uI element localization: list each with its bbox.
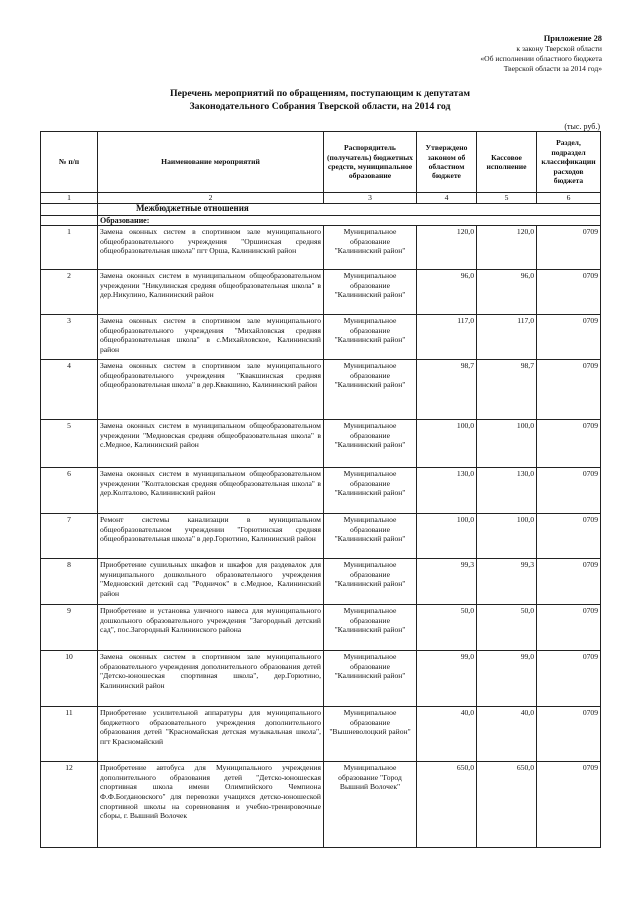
classification-code: 0709: [537, 270, 601, 315]
classification-code: 0709: [537, 514, 601, 559]
budget-recipient: Муниципальное образование "Калининский район": [324, 605, 417, 651]
row-number: 3: [41, 315, 98, 360]
measure-name: Замена оконных систем в муниципальном общеобразовательном учреждении "Колталовская средняя общеобразовательная школа" в дер.Колталово, Калининский район: [98, 468, 324, 514]
approved-amount: 120,0: [417, 226, 477, 270]
column-number: 1: [41, 193, 98, 204]
classification-code: 0709: [537, 420, 601, 468]
table-row: [41, 762, 601, 848]
executed-amount: 96,0: [477, 270, 537, 315]
classification-code: 0709: [537, 315, 601, 360]
measure-name: Приобретение и установка уличного навеса для муниципального дошкольного образовательного учреждения "Загородный детский сад", пос.Загородный Калининского района: [98, 605, 324, 651]
approved-amount: 40,0: [417, 707, 477, 762]
approved-amount: 96,0: [417, 270, 477, 315]
column-number: 3: [324, 193, 417, 204]
measure-name: Приобретение автобуса для Муниципального учреждения дополнительного образования детей "Детско-юношеская спортивная школа имени Олимпийского Чемпиона Ф.Ф.Богдановского" для перевозки учащихся детско-юношеской спортивной школы на соревнования и учебно-тренировочные сборы, г. Вышний Волочек: [98, 762, 324, 848]
executed-amount: 117,0: [477, 315, 537, 360]
table-row: [41, 651, 601, 707]
classification-code: 0709: [537, 559, 601, 605]
row-number: 11: [41, 707, 98, 762]
table-row: [41, 226, 601, 270]
subsection-row: [41, 215, 601, 226]
row-number: 10: [41, 651, 98, 707]
measure-name: Ремонт системы канализации в муниципальном общеобразовательном учреждении "Горютинская средняя общеобразовательная школа" в дер.Горютино, Калининский район: [98, 514, 324, 559]
measure-name: Приобретение сушильных шкафов и шкафов для раздевалок для муниципального дошкольного образовательного учреждения "Медновский детский сад "Родничок" в с.Медное, Калининский район: [98, 559, 324, 605]
section-row: [41, 203, 601, 215]
executed-amount: 120,0: [477, 226, 537, 270]
budget-recipient: Муниципальное образование "Калининский район": [324, 226, 417, 270]
column-number: 4: [417, 193, 477, 204]
budget-recipient: Муниципальное образование "Калининский район": [324, 514, 417, 559]
table-row: [41, 707, 601, 762]
table-row: [41, 315, 601, 360]
table-row: [41, 420, 601, 468]
measure-name: Замена оконных систем в спортивном зале муниципального общеобразовательного учреждения "Михайловская средняя общеобразовательная школа" в с.Михайловское, Калининский район: [98, 315, 324, 360]
header-name: Наименование мероприятий: [98, 132, 324, 193]
table-header-row: [41, 132, 601, 193]
table-row: [41, 514, 601, 559]
table-row: [41, 270, 601, 315]
header-num: № п/п: [41, 132, 98, 193]
budget-recipient: Муниципальное образование "Калининский район": [324, 270, 417, 315]
executed-amount: 98,7: [477, 360, 537, 420]
executed-amount: 50,0: [477, 605, 537, 651]
table-row: [41, 468, 601, 514]
executed-amount: 99,3: [477, 559, 537, 605]
measure-name: Приобретение усилительной аппаратуры для муниципального бюджетного образовательного учреждения дополнительного образования детей "Красномайская детская музыкальная школа", пгт Красномайский: [98, 707, 324, 762]
table-row: [41, 559, 601, 605]
executed-amount: 650,0: [477, 762, 537, 848]
row-number: 12: [41, 762, 98, 848]
header-org: Распорядитель (получатель) бюджетных средств, муниципальное образование: [324, 132, 417, 193]
executed-amount: 100,0: [477, 420, 537, 468]
document-title: [0, 87, 640, 113]
section-empty-cell: [41, 203, 98, 215]
row-number: 8: [41, 559, 98, 605]
approved-amount: 99,0: [417, 651, 477, 707]
subsection-empty-cell: [41, 215, 98, 226]
measure-name: Замена оконных систем в муниципальном общеобразовательном учреждении "Медновская средняя общеобразовательная школа" в с.Медное, Калининский район: [98, 420, 324, 468]
approved-amount: 98,7: [417, 360, 477, 420]
row-number: 9: [41, 605, 98, 651]
approved-amount: 650,0: [417, 762, 477, 848]
row-number: 2: [41, 270, 98, 315]
row-number: 5: [41, 420, 98, 468]
table-row: [41, 360, 601, 420]
approved-amount: 117,0: [417, 315, 477, 360]
header-executed: Кассовое исполнение: [477, 132, 537, 193]
executed-amount: 130,0: [477, 468, 537, 514]
measures-table: [40, 131, 601, 848]
measure-name: Замена оконных систем в спортивном зале муниципального образовательного учреждения дополнительного образования детей "Детско-юношеская спортивная школа", дер.Горютино, Калининский район: [98, 651, 324, 707]
document-title-line-2: Законодательного Собрания Тверской области, на 2014 год: [189, 101, 451, 112]
section-title: Межбюджетные отношения: [98, 203, 601, 215]
approved-amount: 100,0: [417, 514, 477, 559]
classification-code: 0709: [537, 468, 601, 514]
column-number: 6: [537, 193, 601, 204]
appendix-line-3: Тверской области за 2014 год»: [503, 64, 602, 73]
header-code: Раздел, подраздел классификации расходов бюджета: [537, 132, 601, 193]
budget-recipient: Муниципальное образование "Калининский район": [324, 468, 417, 514]
approved-amount: 50,0: [417, 605, 477, 651]
classification-code: 0709: [537, 226, 601, 270]
units-label: (тыс. руб.): [564, 122, 600, 131]
budget-recipient: Муниципальное образование "Калининский район": [324, 420, 417, 468]
row-number: 1: [41, 226, 98, 270]
approved-amount: 130,0: [417, 468, 477, 514]
measure-name: Замена оконных систем в муниципальном общеобразовательном учреждении "Никулинская средняя общеобразовательная школа" в дер.Никулино, Калининский район: [98, 270, 324, 315]
document-title-line-1: Перечень мероприятий по обращениям, поступающим к депутатам: [169, 88, 471, 99]
appendix-line-2: «Об исполнении областного бюджета: [480, 54, 602, 63]
column-number: 5: [477, 193, 537, 204]
classification-code: 0709: [537, 605, 601, 651]
appendix-line-1: к закону Тверской области: [516, 44, 602, 53]
budget-recipient: Муниципальное образование "Калининский район": [324, 651, 417, 707]
budget-recipient: Муниципальное образование "Калининский район": [324, 559, 417, 605]
measure-name: Замена оконных систем в спортивном зале муниципального общеобразовательного учреждения "Квакшинская средняя общеобразовательная школа" в дер.Квакшино, Калининский район: [98, 360, 324, 420]
executed-amount: 99,0: [477, 651, 537, 707]
header-approved: Утверждено законом об областном бюджете: [417, 132, 477, 193]
row-number: 7: [41, 514, 98, 559]
subsection-title: Образование:: [98, 215, 601, 226]
table-row: [41, 605, 601, 651]
classification-code: 0709: [537, 360, 601, 420]
budget-recipient: Муниципальное образование "Калининский район": [324, 315, 417, 360]
approved-amount: 100,0: [417, 420, 477, 468]
classification-code: 0709: [537, 762, 601, 848]
appendix-header: [480, 34, 602, 74]
budget-recipient: Муниципальное образование "Калининский район": [324, 360, 417, 420]
column-number: 2: [98, 193, 324, 204]
column-numbers-row: [41, 193, 601, 204]
row-number: 4: [41, 360, 98, 420]
executed-amount: 40,0: [477, 707, 537, 762]
measure-name: Замена оконных систем в спортивном зале муниципального общеобразовательного учреждения "Оршинская средняя общеобразовательная школа" пгт Орша, Калининский район: [98, 226, 324, 270]
row-number: 6: [41, 468, 98, 514]
classification-code: 0709: [537, 707, 601, 762]
budget-recipient: Муниципальное образование "Вышневолоцкий район": [324, 707, 417, 762]
budget-recipient: Муниципальное образование "Город Вышний Волочек": [324, 762, 417, 848]
executed-amount: 100,0: [477, 514, 537, 559]
appendix-title: Приложение 28: [543, 34, 602, 43]
approved-amount: 99,3: [417, 559, 477, 605]
classification-code: 0709: [537, 651, 601, 707]
